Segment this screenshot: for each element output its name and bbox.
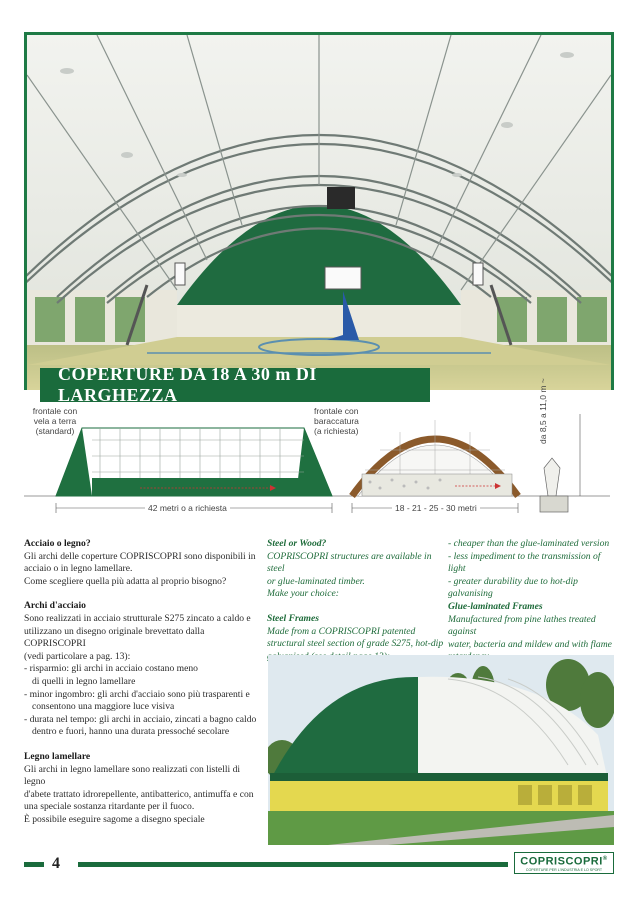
bullet-line: di quelli in legno lamellare: [32, 675, 136, 687]
label-line: (standard): [35, 426, 75, 436]
bullet-line: - greater durability due to hot-dip galvanising: [448, 575, 578, 600]
copriscopri-logo: [514, 852, 614, 874]
exterior-photo: [268, 655, 614, 845]
text-line: acciaio o in legno lamellare.: [24, 563, 133, 575]
heading-archi-acciaio: Archi d'acciaio: [24, 600, 86, 612]
label-front-cladding: [314, 406, 374, 436]
registered-mark: ®: [602, 856, 608, 863]
width-dimension: 18 - 21 - 25 - 30 metri: [392, 503, 480, 513]
logo-subtitle: COPERTURE PER L'INDUSTRIA E LO SPORT: [525, 867, 603, 872]
text-line: COPRISCOPRI structures are available in steel: [267, 550, 432, 575]
bullet-line: - risparmio: gli archi in acciaio costano meno: [24, 663, 198, 675]
page-number: 4: [52, 855, 60, 872]
text-line: d'abete trattato idrorepellente, antibatterico, antimuffa e con: [24, 788, 254, 800]
label-line: frontale con: [32, 406, 78, 416]
page-title: COPERTURE DA 18 A 30 m DI LARGHEZZA: [58, 364, 317, 405]
bullet-line: dentro e fuori, hanno una durata pressoché secolare: [32, 726, 230, 738]
heading-steel-or-wood: Steel or Wood?: [267, 538, 327, 549]
english-text-column-1: [267, 538, 447, 663]
bullet-line: - minor ingombro: gli archi d'acciaio sono più trasparenti e: [24, 688, 250, 700]
bullet-line: - cheaper than the glue-laminated version: [448, 538, 610, 549]
label-front-membrane: [32, 406, 78, 436]
heading-acciaio-legno: Acciaio o legno?: [24, 538, 91, 549]
logo-wordmark: COPRISCOPRI: [520, 855, 603, 868]
italian-text-column: [24, 538, 262, 826]
label-line: frontale con: [314, 406, 359, 416]
footer-rule-left: [24, 862, 44, 867]
height-dimension-text: da 8,5 a 11,0 m ~: [538, 378, 548, 444]
footer-rule-right: [78, 862, 508, 867]
text-line: water, bacteria and mildew and with flame: [448, 638, 612, 650]
heading-legno-lamellare: Legno lamellare: [24, 750, 91, 762]
text-line: Manufactured from pine lathes treated against: [448, 613, 596, 638]
text-line: structural steel section of grade S275, hot-dip: [267, 638, 444, 650]
bullet-line: - durata nel tempo: gli archi in acciaio, zincati a bagno caldo: [24, 713, 257, 725]
text-line: Come scegliere quella più adatta al proprio bisogno?: [24, 575, 227, 587]
logo-text: [520, 853, 607, 868]
height-dimension: [538, 378, 548, 444]
label-line: (a richiesta): [314, 426, 359, 436]
length-dimension: 42 metri o a richiesta: [145, 503, 230, 513]
text-line: Gli archi in legno lamellare sono realizzati con listelli di legno: [24, 763, 241, 788]
sports-hall-interior-illustration: [27, 35, 611, 390]
text-line: Made from a COPRISCOPRI patented: [267, 625, 416, 637]
text-line: Gli archi delle coperture COPRISCOPRI sono disponibili in: [24, 550, 256, 562]
text-line: una speciale sostanza ritardante per il fuoco.: [24, 801, 195, 813]
text-line: (vedi particolare a pag. 13):: [24, 650, 131, 662]
heading-steel-frames: Steel Frames: [267, 612, 319, 624]
bullet-line: consentono una maggiore luce visiva: [32, 701, 175, 713]
text-line: Sono realizzati in acciaio strutturale S275 zincato a caldo e: [24, 612, 251, 624]
text-line: utilizzano un disegno originale brevettato dalla COPRISCOPRI: [24, 625, 205, 650]
text-line: È possibile eseguire sagome a disegno speciale: [24, 813, 205, 825]
text-line: Make your choice:: [267, 588, 339, 600]
page-title-banner: [40, 364, 430, 405]
hero-photo: [24, 32, 614, 390]
label-line: vela a terra: [33, 416, 77, 426]
text-line: or glue-laminated timber.: [267, 575, 365, 587]
exterior-structure-illustration: [268, 655, 614, 845]
heading-glue-laminated: Glue-laminated Frames: [448, 600, 543, 612]
bullet-line: - less impediment to the transmission of light: [448, 550, 601, 575]
label-line: baraccatura: [314, 416, 359, 426]
